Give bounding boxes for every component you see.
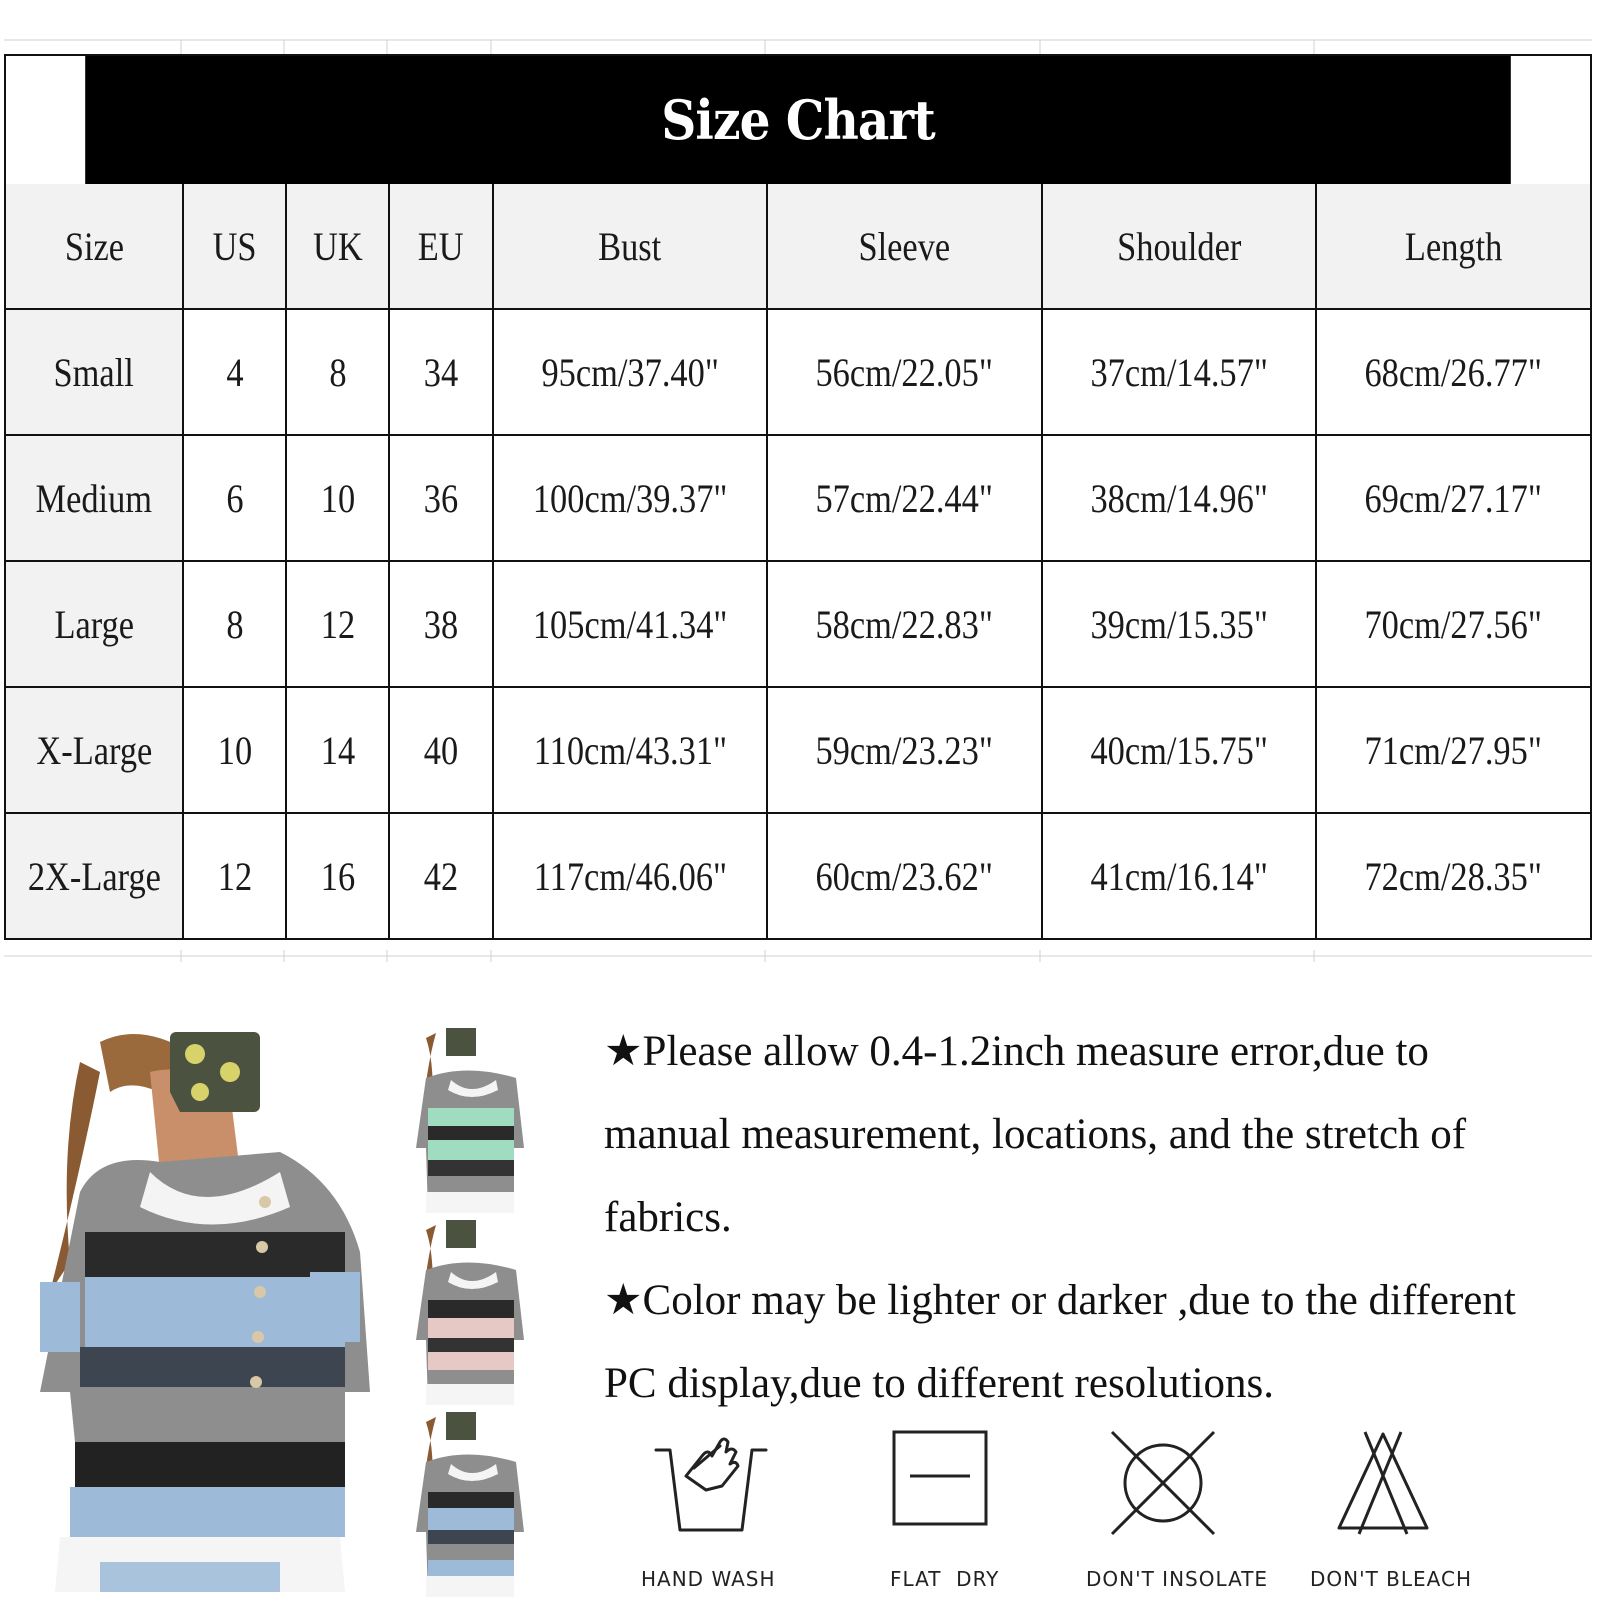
care-flat-dry <box>840 1428 1040 1528</box>
cell-bust <box>493 687 767 813</box>
cell-us <box>183 435 286 561</box>
cell-value: 100cm/39.37" <box>532 475 728 521</box>
cell-size <box>6 687 183 813</box>
cell-bust <box>493 813 767 938</box>
product-photo-main <box>40 1032 370 1592</box>
cell-shoulder <box>1042 561 1316 687</box>
product-thumbnail-green <box>416 1028 524 1213</box>
table-row <box>6 561 1590 687</box>
cell-value: 36 <box>423 475 459 521</box>
cell-value: 37cm/14.57" <box>1090 349 1268 395</box>
cell-value: 8 <box>225 601 244 647</box>
cell-uk <box>286 561 389 687</box>
cell-shoulder <box>1042 309 1316 435</box>
size-table <box>6 184 1590 938</box>
cell-value: 39cm/15.35" <box>1090 601 1268 647</box>
cell-value: Small <box>53 349 135 395</box>
cell-value: 12 <box>217 853 252 899</box>
cell-us <box>183 687 286 813</box>
cell-value: 41cm/16.14" <box>1090 853 1268 899</box>
cell-value: 58cm/22.83" <box>815 601 994 647</box>
cell-value: 95cm/37.40" <box>541 349 719 395</box>
cell-shoulder <box>1042 813 1316 938</box>
column-header-length <box>1316 184 1590 309</box>
cell-value: 72cm/28.35" <box>1364 853 1543 899</box>
care-label-flat-dry: FLAT DRY <box>890 1567 1000 1591</box>
cell-shoulder <box>1042 687 1316 813</box>
cell-length <box>1316 561 1590 687</box>
column-header-label: Length <box>1404 223 1503 269</box>
care-label-dont-bleach: DON'T BLEACH <box>1310 1567 1473 1591</box>
cell-value: 70cm/27.56" <box>1364 601 1543 647</box>
product-thumbnail-pink <box>416 1220 524 1405</box>
cell-bust <box>493 309 767 435</box>
size-chart <box>4 54 1592 940</box>
cell-size <box>6 309 183 435</box>
cell-length <box>1316 435 1590 561</box>
table-row <box>6 435 1590 561</box>
column-header-us <box>183 184 286 309</box>
column-header-label: US <box>212 223 257 269</box>
column-header-eu <box>389 184 493 309</box>
column-header-label: Size <box>64 223 124 269</box>
cell-eu <box>389 561 493 687</box>
cell-value: 38 <box>423 601 459 647</box>
cell-sleeve <box>767 561 1042 687</box>
cell-value: 57cm/22.44" <box>815 475 994 521</box>
cell-eu <box>389 687 493 813</box>
column-header-sleeve <box>767 184 1042 309</box>
care-label-dont-insolate: DON'T INSOLATE <box>1086 1567 1269 1591</box>
cell-bust <box>493 561 767 687</box>
care-label-hand-wash: HAND WASH <box>641 1567 776 1591</box>
cell-size <box>6 435 183 561</box>
cell-value: 12 <box>320 601 355 647</box>
cell-value: 8 <box>328 349 347 395</box>
cell-us <box>183 813 286 938</box>
cell-uk <box>286 813 389 938</box>
cell-uk <box>286 309 389 435</box>
cell-value: 40 <box>423 727 459 773</box>
column-header-label: Shoulder <box>1116 223 1242 269</box>
cell-value: 105cm/41.34" <box>532 601 728 647</box>
cell-sleeve <box>767 435 1042 561</box>
cell-size <box>6 561 183 687</box>
cell-length <box>1316 687 1590 813</box>
cell-us <box>183 561 286 687</box>
cell-uk <box>286 687 389 813</box>
cell-size <box>6 813 183 938</box>
note-color-variance: ★Color may be lighter or darker ,due to the different PC display,due to different resolutions. <box>604 1277 1516 1407</box>
table-row <box>6 813 1590 938</box>
dont-insolate-icon <box>1108 1428 1218 1538</box>
cell-value: X-Large <box>36 727 152 773</box>
cell-value: 10 <box>320 475 355 521</box>
cell-value: 10 <box>217 727 252 773</box>
table-row <box>6 309 1590 435</box>
cell-value: 38cm/14.96" <box>1090 475 1268 521</box>
cell-value: Medium <box>35 475 153 521</box>
cell-eu <box>389 813 493 938</box>
column-header-label: EU <box>418 223 464 269</box>
flat-dry-icon <box>890 1428 990 1528</box>
notes <box>604 1010 1564 1425</box>
column-header-bust <box>493 184 767 309</box>
cell-value: 68cm/26.77" <box>1364 349 1543 395</box>
cell-value: 110cm/43.31" <box>533 727 727 773</box>
cell-shoulder <box>1042 435 1316 561</box>
cell-length <box>1316 813 1590 938</box>
column-header-label: Bust <box>598 223 662 269</box>
cell-value: 60cm/23.62" <box>815 853 994 899</box>
cell-length <box>1316 309 1590 435</box>
cell-value: 34 <box>423 349 459 395</box>
cell-sleeve <box>767 687 1042 813</box>
cell-value: 71cm/27.95" <box>1364 727 1543 773</box>
hand-wash-icon <box>650 1428 770 1538</box>
cell-value: 59cm/23.23" <box>815 727 994 773</box>
cell-value: 56cm/22.05" <box>815 349 994 395</box>
chart-title: Size Chart <box>85 56 1511 184</box>
column-header-uk <box>286 184 389 309</box>
note-measure-error: ★Please allow 0.4-1.2inch measure error,due to manual measurement, locations, and the stretch of fabrics. <box>604 1028 1467 1241</box>
cell-value: 40cm/15.75" <box>1090 727 1268 773</box>
cell-value: 16 <box>320 853 355 899</box>
cell-sleeve <box>767 309 1042 435</box>
cell-uk <box>286 435 389 561</box>
table-header-row <box>6 184 1590 309</box>
cell-bust <box>493 435 767 561</box>
care-dont-bleach <box>1283 1428 1483 1538</box>
cell-eu <box>389 435 493 561</box>
cell-value: 117cm/46.06" <box>533 853 727 899</box>
cell-value: 6 <box>225 475 244 521</box>
cell-value: 4 <box>225 349 244 395</box>
cell-value: 69cm/27.17" <box>1364 475 1543 521</box>
cell-us <box>183 309 286 435</box>
table-row <box>6 687 1590 813</box>
cell-value: 42 <box>423 853 459 899</box>
care-dont-insolate <box>1063 1428 1263 1538</box>
cell-value: Large <box>54 601 134 647</box>
cell-eu <box>389 309 493 435</box>
column-header-label: Sleeve <box>858 223 951 269</box>
product-thumbnail-blue <box>416 1412 524 1597</box>
column-header-shoulder <box>1042 184 1316 309</box>
care-hand-wash <box>610 1428 810 1538</box>
cell-value: 14 <box>320 727 355 773</box>
cell-value: 2X-Large <box>27 853 161 899</box>
cell-sleeve <box>767 813 1042 938</box>
dont-bleach-icon <box>1333 1428 1433 1538</box>
column-header-size <box>6 184 183 309</box>
column-header-label: UK <box>312 223 363 269</box>
